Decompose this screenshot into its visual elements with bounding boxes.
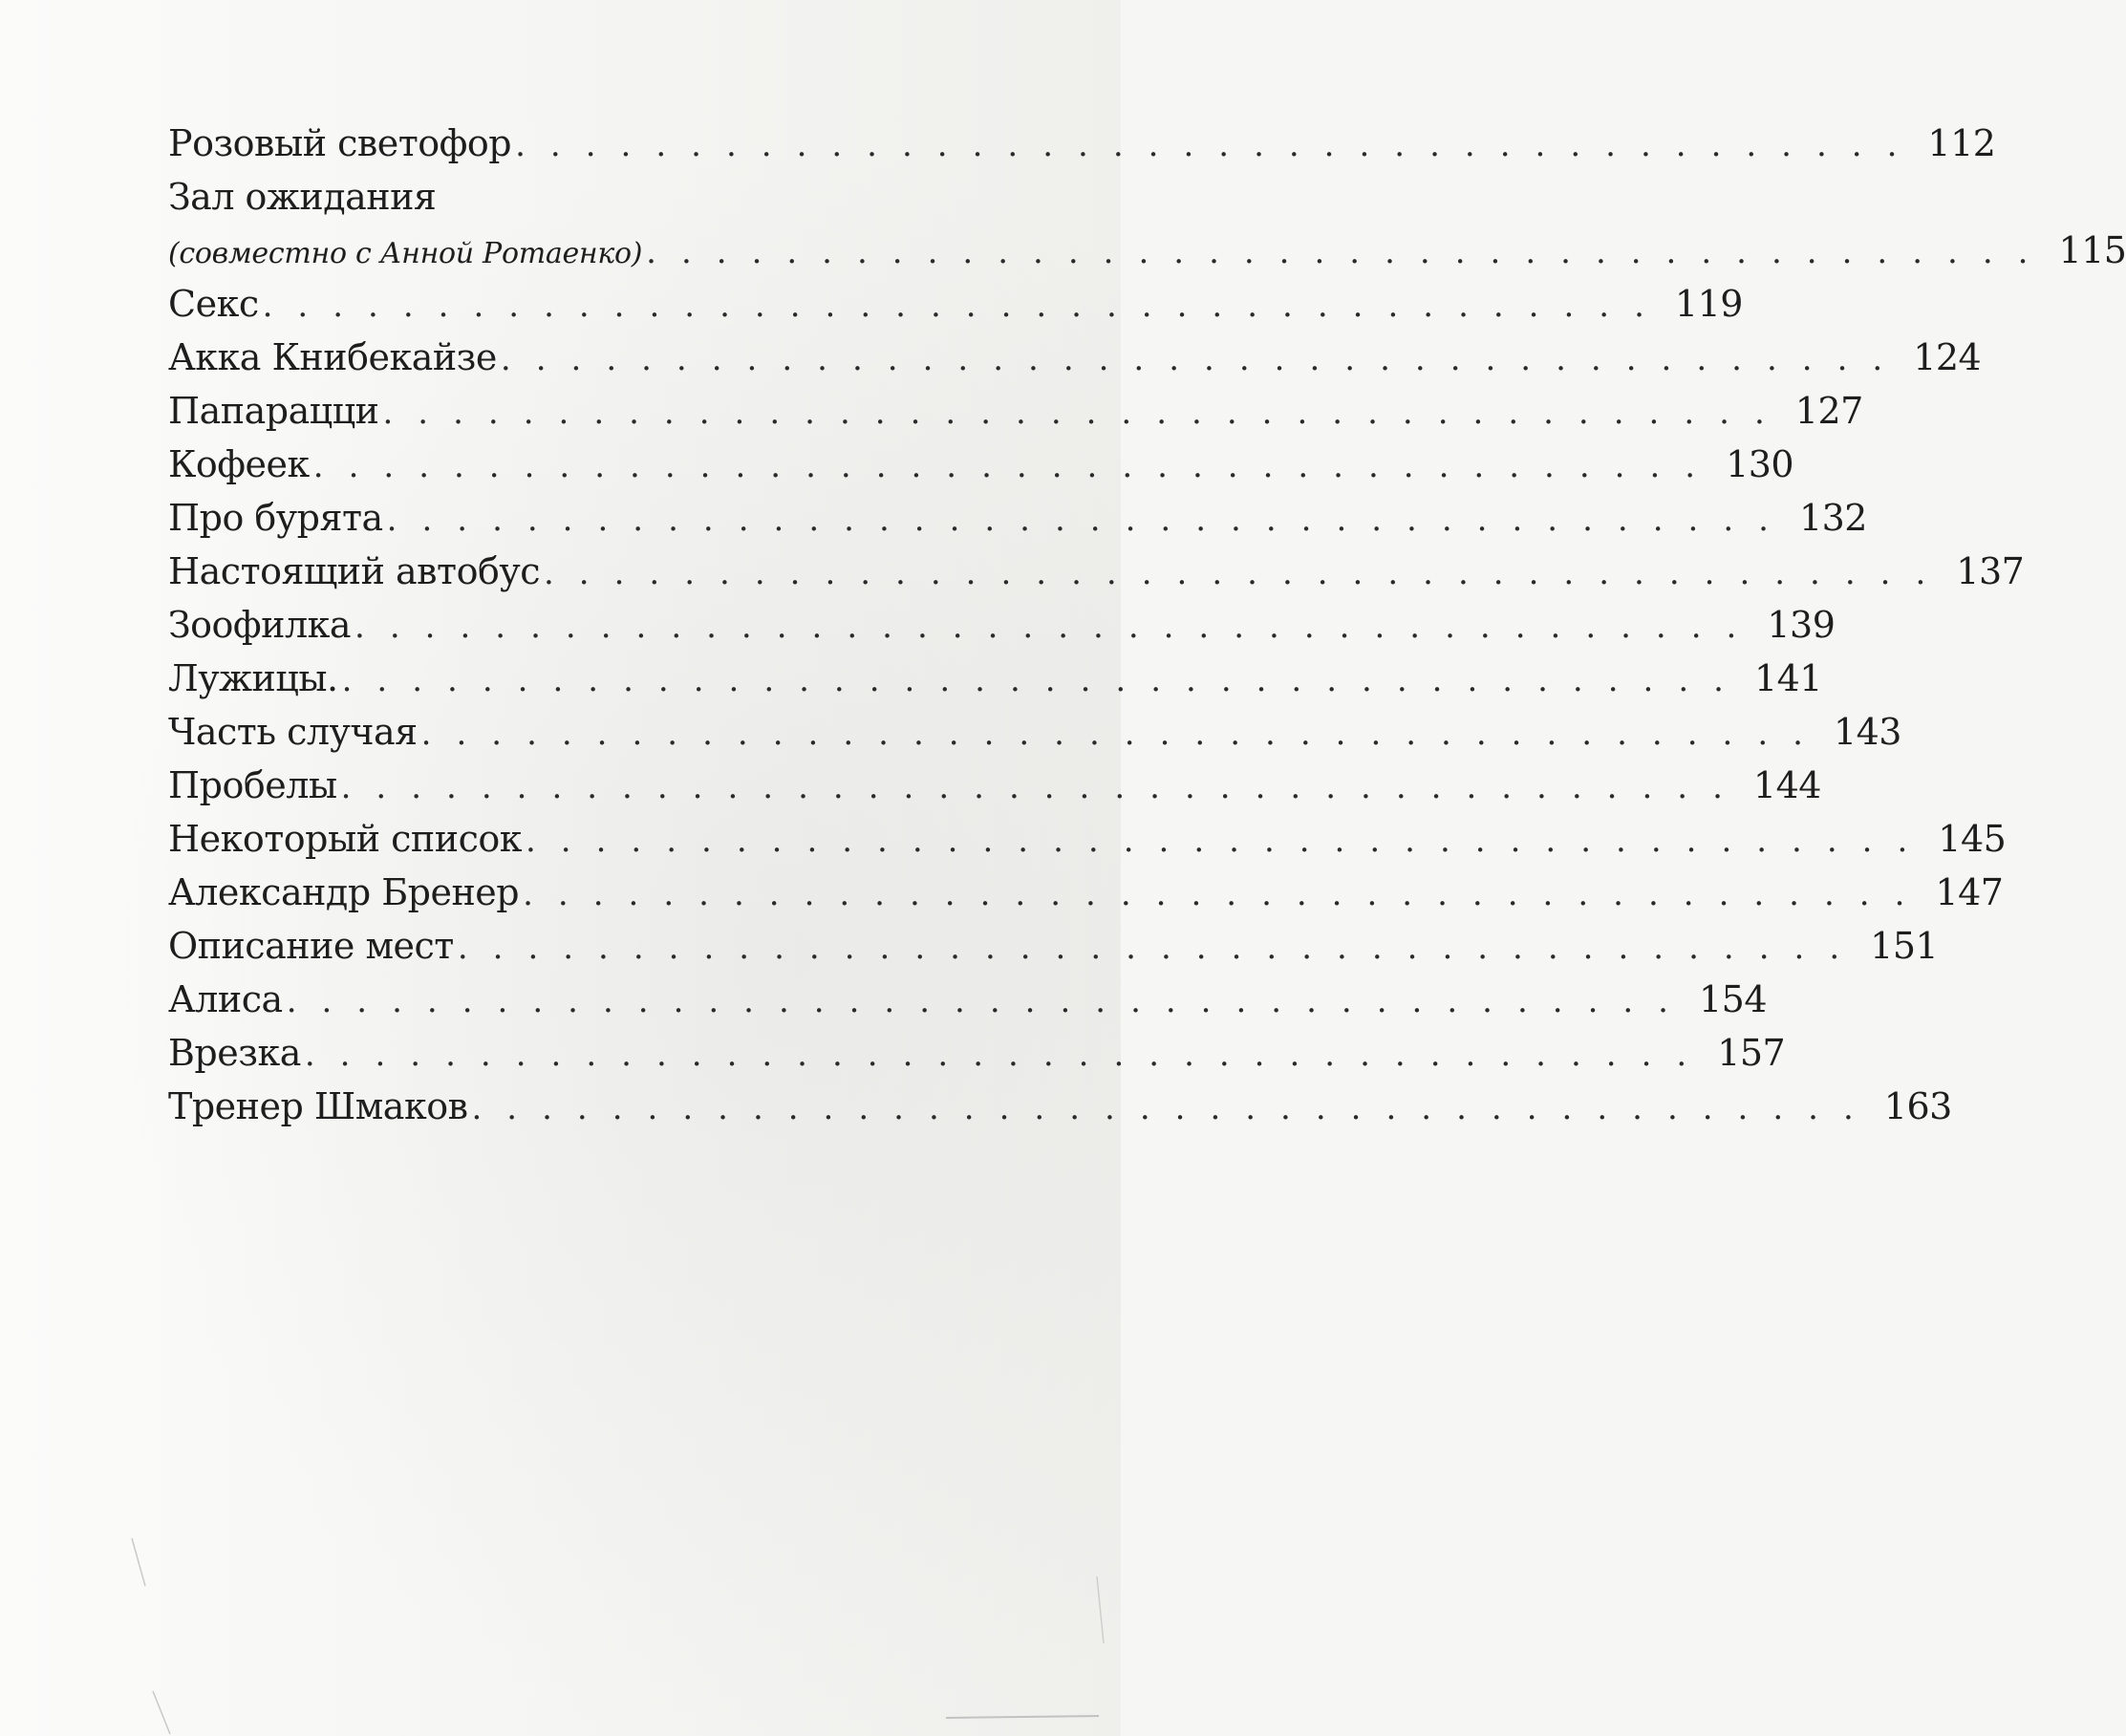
toc-entry-title: Описание мест <box>168 925 454 967</box>
toc-entry-page: 127 <box>1794 390 1863 432</box>
toc-entry-page: 132 <box>1798 497 1867 539</box>
toc-entry-title: Розовый светофор <box>168 122 512 164</box>
dot-leader: ........................................ <box>500 340 1908 378</box>
toc-entry <box>168 759 1821 812</box>
toc-entry-page: 119 <box>1674 283 1743 325</box>
toc-entry-title: Папарацци <box>168 390 379 432</box>
toc-entry-page: 157 <box>1717 1032 1786 1074</box>
toc-entry-title: Александр Бренер <box>168 871 520 913</box>
toc-entry-page: 137 <box>1956 550 2025 592</box>
dot-leader: ........................................ <box>386 501 1793 539</box>
toc-entry-page: 124 <box>1913 336 1982 378</box>
toc-entry-title: Настоящий автобус <box>168 550 540 592</box>
toc-entry <box>168 384 1863 438</box>
toc-entry-title-line <box>168 170 1017 224</box>
toc-entry-title: Лужицы. <box>168 657 338 699</box>
toc-entry-page: 139 <box>1767 604 1836 646</box>
toc-entry-title: Кофеек <box>168 443 310 485</box>
toc-entry <box>168 1080 1952 1133</box>
dot-leader: ........................................ <box>420 715 1828 753</box>
dot-leader: ........................................ <box>471 1089 1879 1127</box>
toc-entry-page: 130 <box>1726 443 1794 485</box>
toc-entry-page: 147 <box>1935 871 2004 913</box>
toc-entry-title: Алиса <box>168 978 283 1020</box>
dot-leader: ........................................ <box>262 287 1669 325</box>
toc-entry-title: Секс <box>168 283 259 325</box>
toc-entry <box>168 331 1982 384</box>
toc-entry <box>168 919 1939 973</box>
toc-entry <box>168 866 2004 919</box>
dot-leader: ........................................ <box>382 394 1790 432</box>
dot-leader: ........................................ <box>286 982 1693 1020</box>
toc-entry <box>168 117 1996 170</box>
toc-entry <box>168 224 2126 277</box>
dot-leader: ........................................ <box>515 126 1922 164</box>
toc-entry-title: Тренер Шмаков <box>168 1085 468 1127</box>
toc-entry-page: 112 <box>1927 122 1996 164</box>
toc-entry-page: 145 <box>1938 818 2007 860</box>
toc-entry-page: 144 <box>1752 764 1821 806</box>
toc-entry-page: 115 <box>2058 229 2126 271</box>
dot-leader: ........................................ <box>525 822 1933 860</box>
toc-entry <box>168 973 1768 1026</box>
toc-entry-title: Пробелы <box>168 764 337 806</box>
dot-leader: ........................................ <box>341 661 1749 699</box>
toc-entry-page: 143 <box>1833 711 1901 753</box>
toc-entry-title: Зоофилка <box>168 604 352 646</box>
toc-entry-page: 163 <box>1883 1085 1952 1127</box>
table-of-contents <box>168 117 2126 1133</box>
toc-entry <box>168 705 1901 759</box>
toc-entry <box>168 652 1822 705</box>
toc-entry <box>168 812 2007 866</box>
dot-leader: ........................................ <box>543 554 1951 592</box>
toc-entry-page: 151 <box>1870 925 1939 967</box>
toc-entry <box>168 1026 1786 1080</box>
toc-entry-page: 141 <box>1753 657 1822 699</box>
toc-entry <box>168 545 2025 598</box>
toc-entry-title: Некоторый список <box>168 818 522 860</box>
dot-leader: ........................................ <box>523 875 1930 913</box>
dot-leader: ........................................ <box>457 929 1865 967</box>
toc-entry <box>168 598 1836 652</box>
toc-entry-title: Про бурята <box>168 497 383 539</box>
toc-entry-subtitle: (совместно с Анной Ротаенко) <box>168 237 643 270</box>
dot-leader: ........................................ <box>340 768 1748 806</box>
toc-entry-title: Акка Книбекайзе <box>168 336 497 378</box>
dot-leader: ........................................ <box>312 447 1721 485</box>
toc-entry-title: Часть случая <box>168 711 418 753</box>
dot-leader: ........................................ <box>646 233 2053 271</box>
dot-leader: ........................................ <box>354 608 1762 646</box>
toc-entry <box>168 491 1867 545</box>
toc-entry-title: Зал ожидания <box>168 176 437 218</box>
toc-entry-title: Врезка <box>168 1032 301 1074</box>
toc-entry <box>168 277 1743 331</box>
dot-leader: ........................................ <box>304 1036 1712 1074</box>
toc-entry-page: 154 <box>1699 978 1768 1020</box>
toc-entry <box>168 438 1794 491</box>
